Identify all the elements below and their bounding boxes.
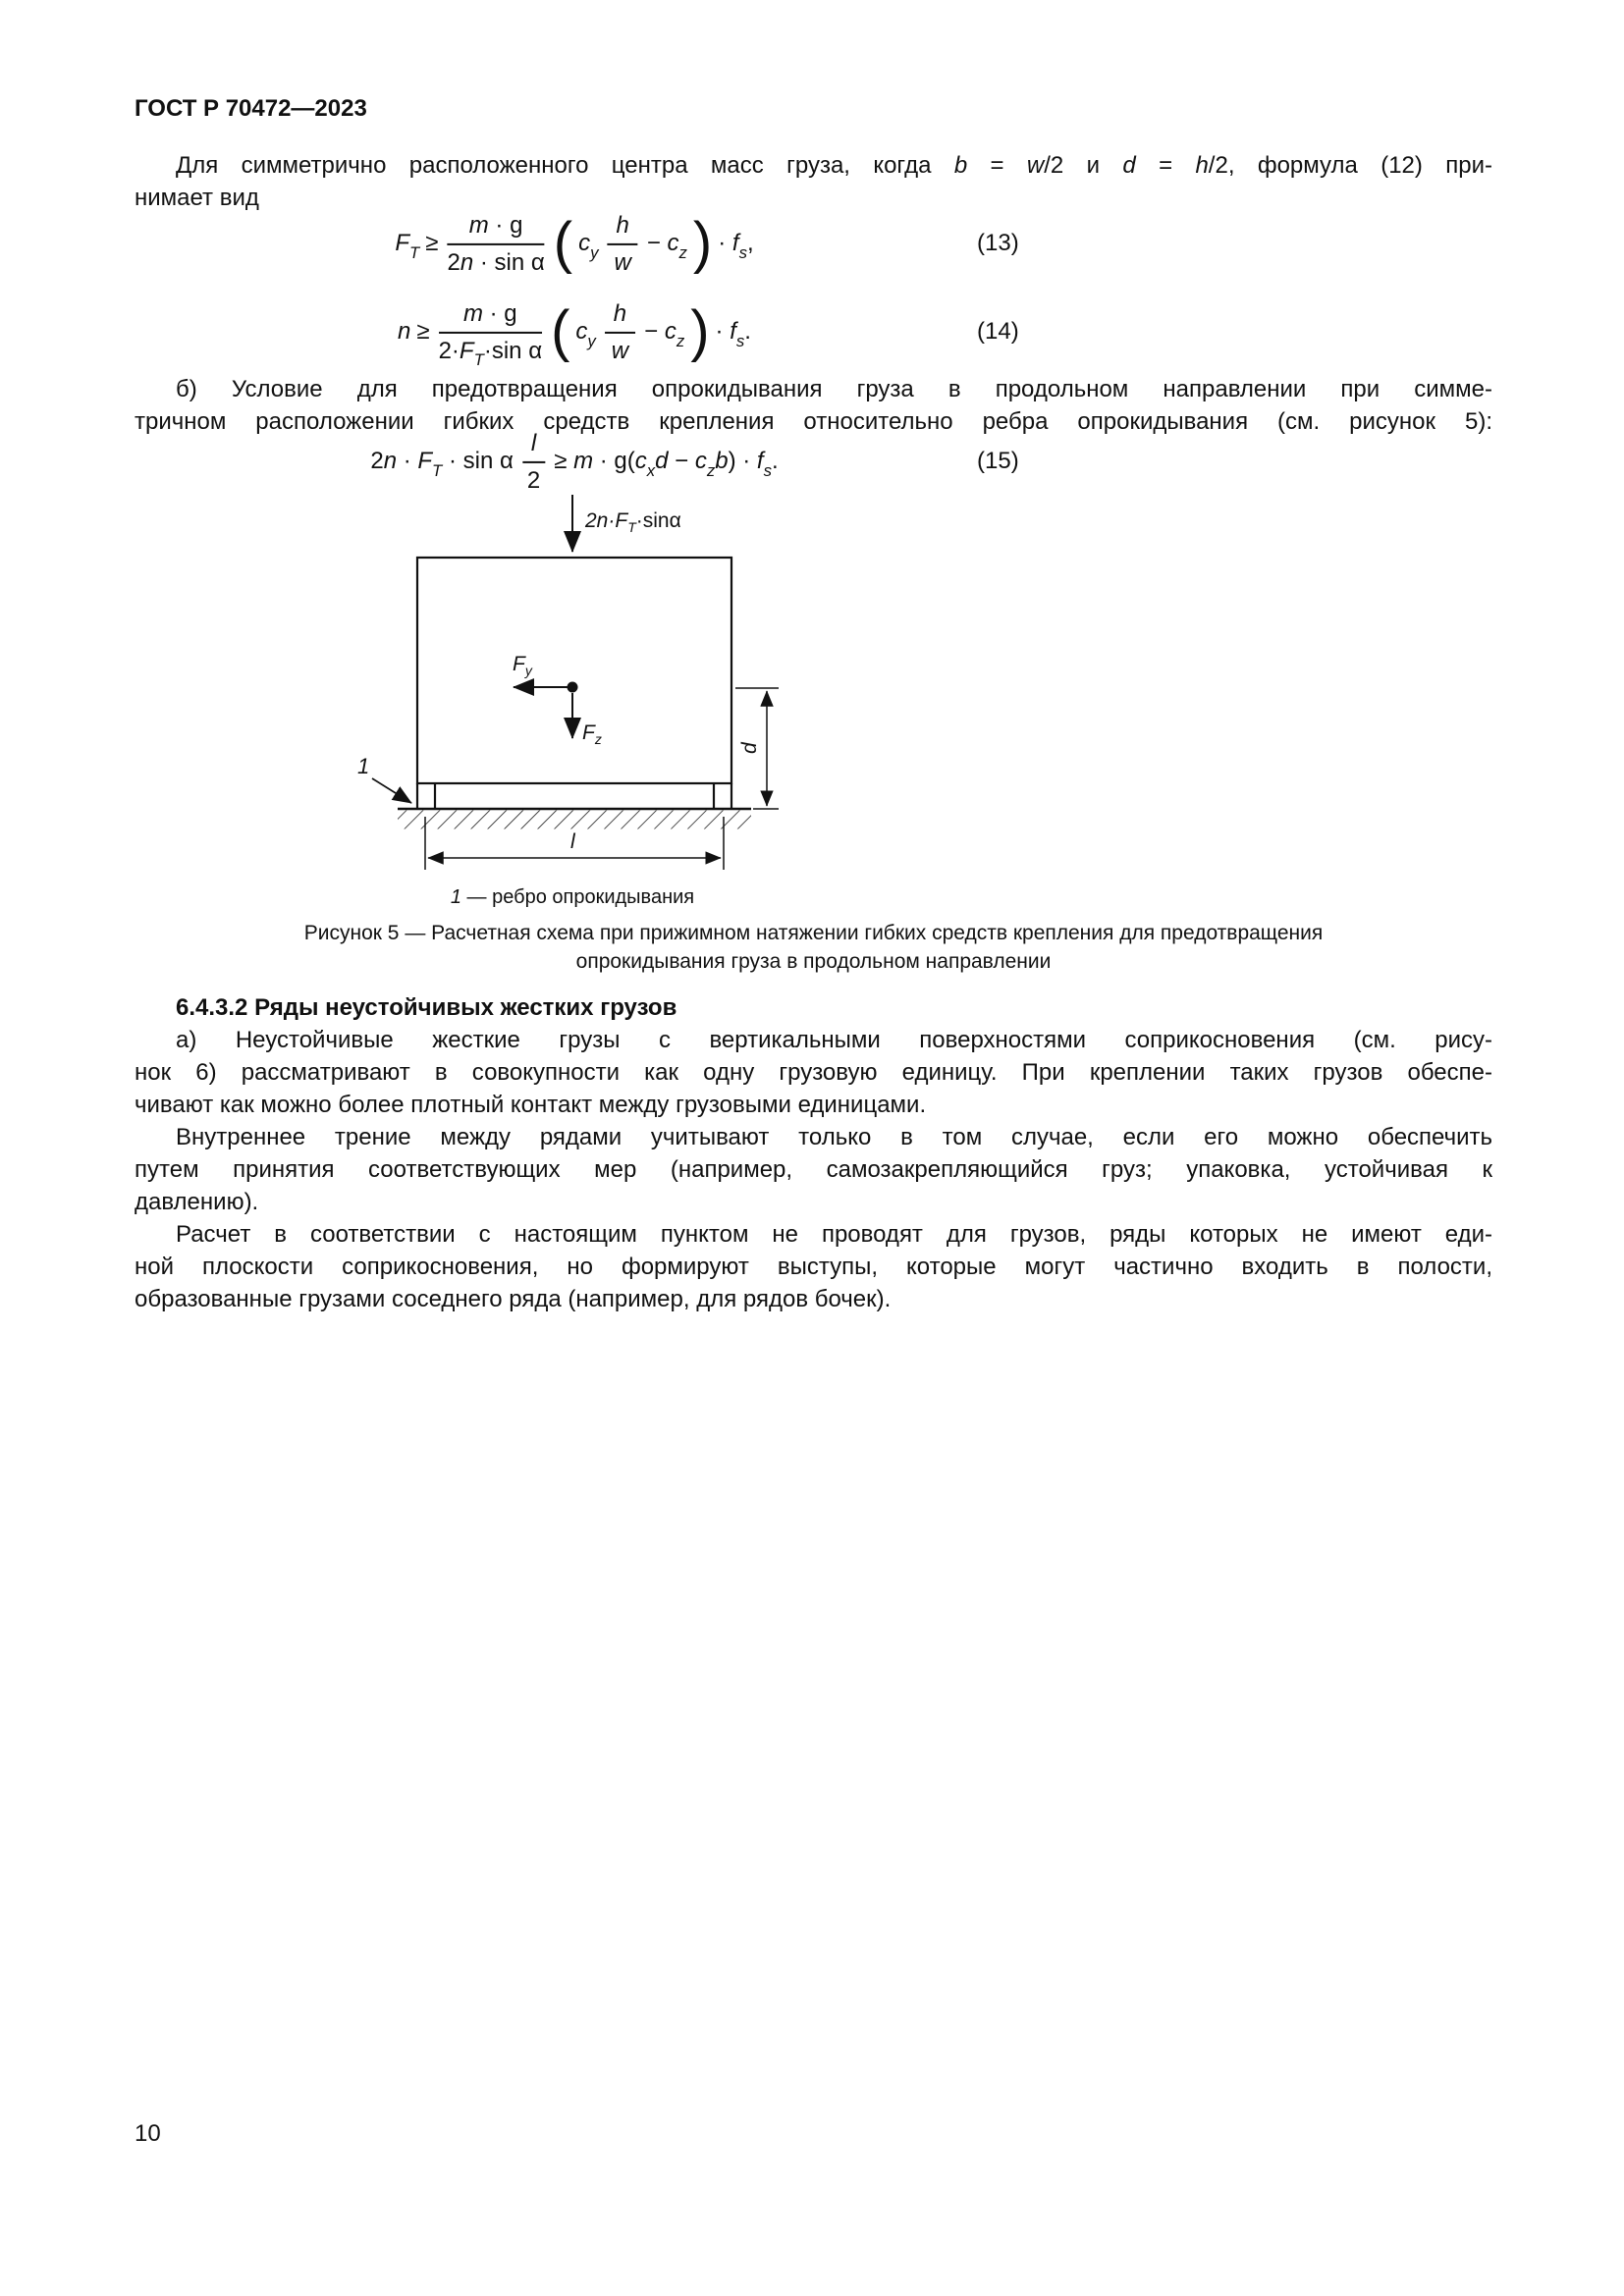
formula-13 — [395, 211, 753, 276]
doc-code: ГОСТ Р 70472—2023 — [135, 95, 367, 122]
formula-14 — [398, 298, 751, 370]
figure-caption-line2: опрокидывания груза в продольном направлении — [575, 950, 1052, 973]
formula-13-fraction: $\frac{m \cdot g}{\text{2n · sin α}}$ — [447, 211, 545, 276]
formula-15-post: ≥ $m \cdot g(c_xd - c_zb) \cdot f_s$. — [554, 448, 779, 480]
cargo-box-feet — [417, 783, 731, 808]
formula-15-number: (15) — [977, 448, 1019, 474]
tipping-edge-callout-label: 1 — [357, 754, 370, 778]
paragraph-clause-b: б) Условие для предотвращения опрокидывания груза в продольном направлении при симме- тричном расположении гибких средств крепления относительно ребра опрокидывания (см. рисунок 5): — [135, 376, 1492, 435]
tipping-edge-callout-arrow — [372, 778, 411, 803]
page-number: 10 — [135, 2120, 161, 2147]
paragraph-intro-line2: нимает вид — [135, 185, 259, 211]
figure-5-diagram — [334, 486, 795, 879]
formula-13-row — [135, 204, 1492, 283]
formula-14-tail: · $f_s$. — [715, 318, 751, 350]
left-paren: ( — [553, 210, 573, 275]
section-6432 — [135, 991, 1492, 1315]
formula-14-number: (14) — [977, 318, 1019, 345]
formula-14-row — [135, 293, 1492, 371]
formula-15-row — [135, 430, 1492, 493]
formula-13-number: (13) — [977, 230, 1019, 256]
figure-caption — [135, 919, 1492, 976]
center-of-mass-dot — [568, 682, 578, 693]
formula-14-relation: ≥ — [416, 318, 430, 345]
formula-13-inner-pre: $c_y$ — [578, 230, 599, 262]
formula-13-tail: · $f_s$, — [718, 230, 754, 262]
formula-15-pre: $2n \cdot F_T \cdot \sin \alpha$ — [370, 448, 514, 480]
formula-14-inner-fraction: $\frac{h}{w}$ — [605, 299, 635, 364]
ground-hatch — [398, 811, 751, 829]
top-force-label: $2n\cdot F_T\cdot\sin\alpha$ — [585, 509, 681, 535]
formula-14-fraction: $\frac{m \cdot g}{2\cdot F_T\cdot\sin \alpha}$ — [438, 299, 543, 370]
formula-14-inner-post: − $c_z$ — [644, 318, 685, 350]
fz-label: $F_z$ — [582, 721, 602, 747]
right-paren: ) — [690, 298, 710, 363]
formula-13-inner-fraction: $\frac{h}{w}$ — [607, 211, 637, 276]
left-paren: ( — [551, 298, 570, 363]
paragraph-intro-line1: Для симметрично расположенного центра масс груза, когда b = w/2 и d = h/2, формула (12) при- — [176, 152, 1492, 179]
figure-items-caption: 1 — ребро опрокидывания — [450, 886, 695, 908]
paragraph-friction: Внутреннее трение между рядами учитывают только в том случае, если его можно обеспечить путем принятия соответствующих мер (например, самозакрепляющийся груз; упаковка, устойчивая к давлению). — [135, 1124, 1492, 1215]
dim-d-label: d — [738, 742, 761, 754]
paragraph-calc: Расчет в соответствии с настоящим пунктом не проводят для грузов, ряды которых не имеют еди- ной плоскости соприкосновения, но формируют выступы, которые могут частично входить в полости, образованные грузами соседнего ряда (например, для рядов бочек). — [135, 1221, 1492, 1312]
formula-15 — [370, 429, 778, 494]
formula-13-lhs: $F_T$ — [395, 230, 420, 262]
cargo-box — [417, 558, 731, 783]
dim-l-label: l — [570, 830, 575, 853]
clause-heading: 6.4.3.2 Ряды неустойчивых жестких грузов — [176, 994, 677, 1021]
paragraph-a: а) Неустойчивые жесткие грузы с вертикальными поверхностями соприкосновения (см. рису- нок 6) рассматривают в совокупности как одну грузовую единицу. При креплении таких грузов обеспе- чивают как можно более плотный контакт между грузовыми единицами. — [135, 1027, 1492, 1118]
formula-15-fraction: $\frac{l}{2}$ — [522, 429, 545, 494]
formula-14-lhs: n — [398, 318, 411, 345]
formula-14-inner-pre: $c_y$ — [575, 318, 596, 350]
formula-13-relation: ≥ — [425, 230, 439, 256]
figure-caption-line1: Рисунок 5 — Расчетная схема при прижимном натяжении гибких средств крепления для предотвращения — [303, 922, 1324, 944]
right-paren: ) — [692, 210, 713, 275]
fy-label: $F_y$ — [513, 653, 532, 678]
formula-13-inner-post: − $c_z$ — [646, 230, 687, 262]
